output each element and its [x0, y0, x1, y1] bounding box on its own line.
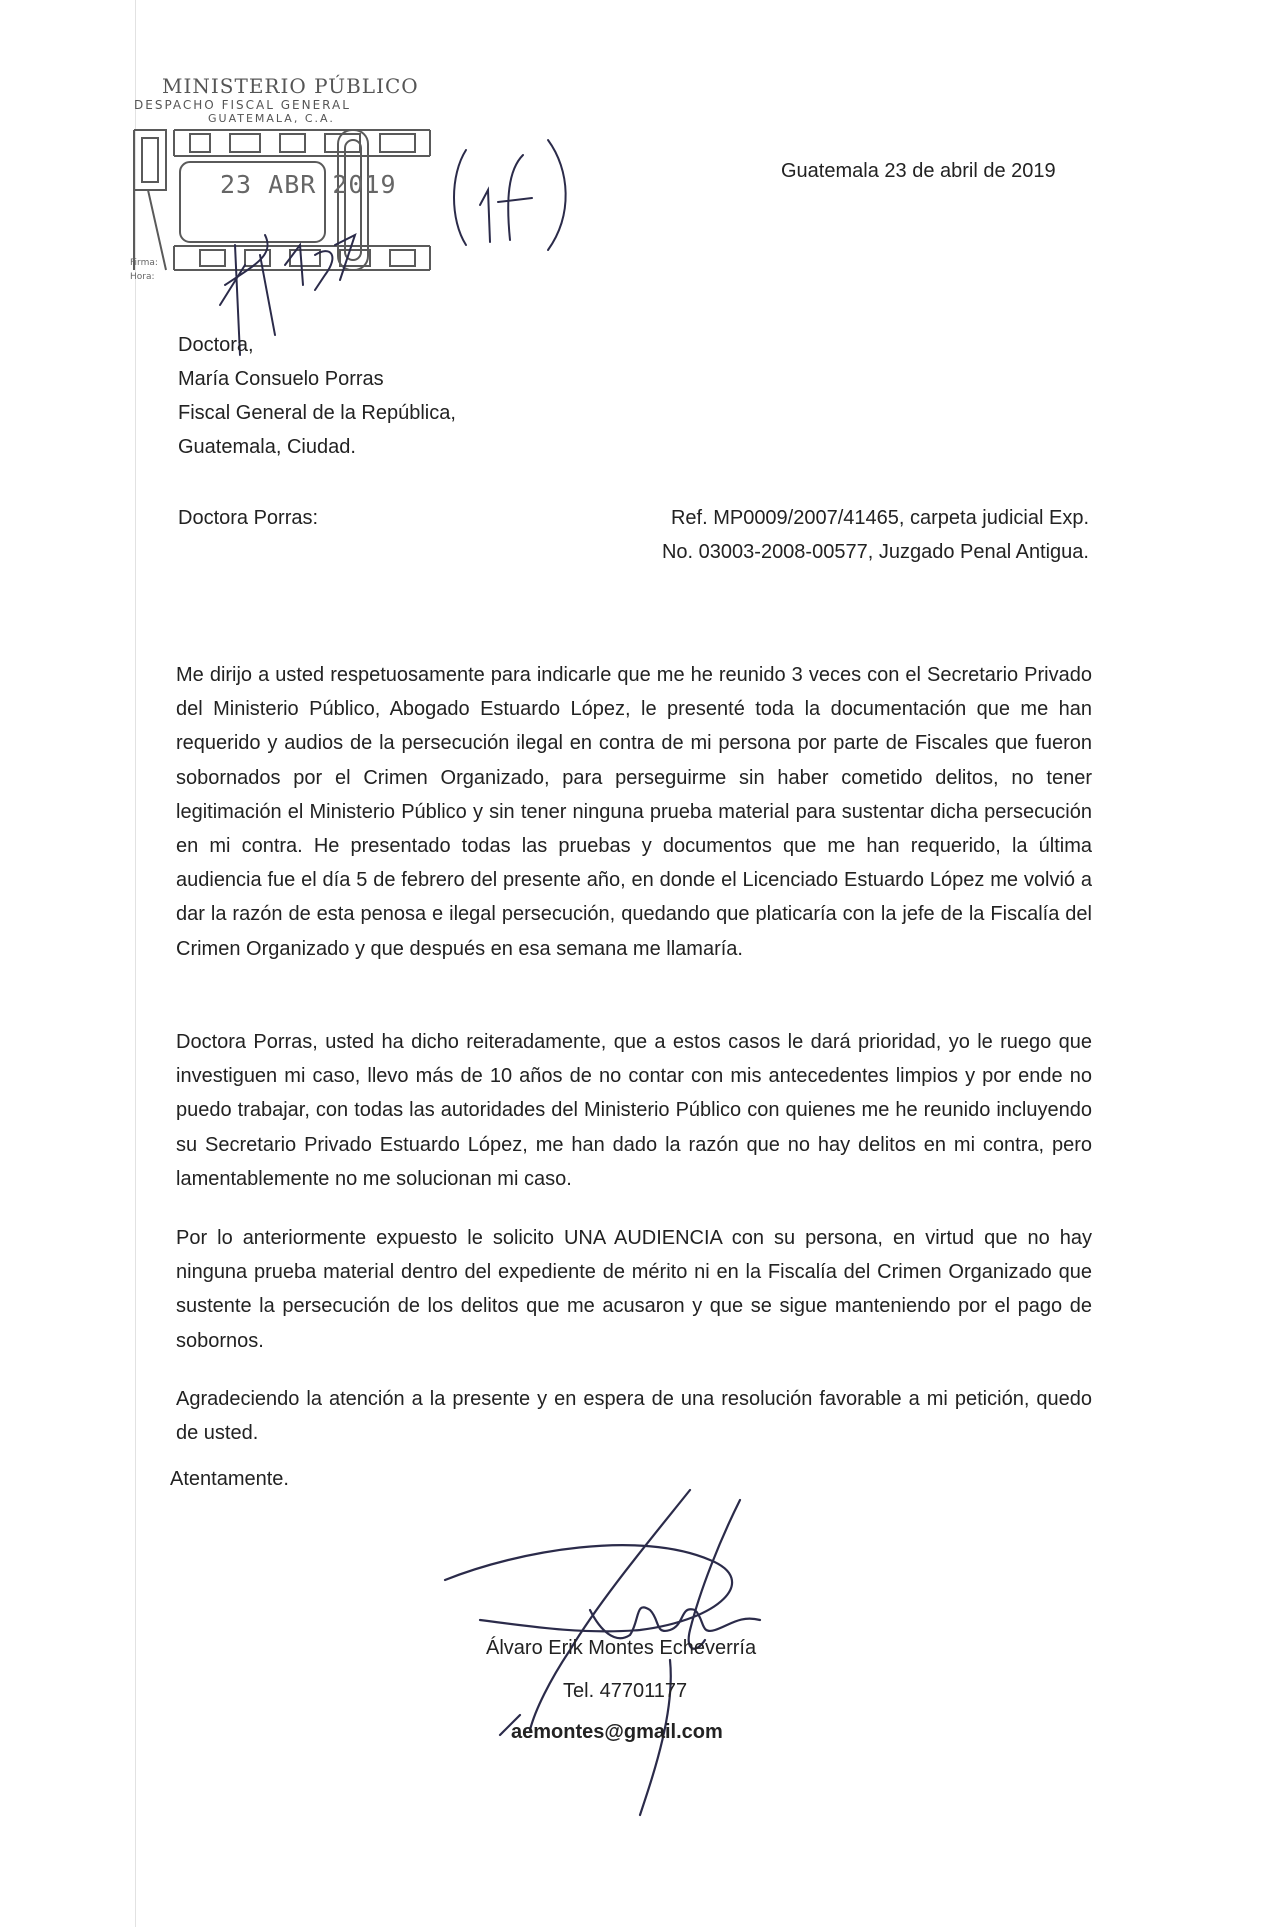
body-paragraph-3: Por lo anteriormente expuesto le solicito UNA AUDIENCIA con su persona, en virtud que no hay ninguna prueba material dentro del expediente de mérito ni en la Fiscalía del Crimen Organizado que sustente la persecución de los delitos que me acusaron y que se sigue manteniendo por el pago de sobornos. [176, 1227, 1092, 1352]
recipient-city: Guatemala, Ciudad. [178, 436, 356, 458]
handwritten-annotation [448, 130, 578, 260]
body-paragraph-4: Agradeciendo la atención a la presente y en espera de una resolución favorable a mi petición, quedo de usted. [176, 1388, 1092, 1445]
body-paragraph-2: Doctora Porras, usted ha dicho reiteradamente, que a estos casos le dará prioridad, yo le ruego que investiguen mi caso, llevo más de 10 años de no contar con mis antecedentes limpios y por ende no puedo trabajar, con todas las autoridades del Ministerio Público con quienes me he reunido incluyendo su Secretario Privado Estuardo López, me han dado la razón que no hay delitos en mi contra, pero lamentablemente no me solucionan mi caso. [176, 1031, 1092, 1190]
signer-name: Álvaro Erik Montes Echeverría [486, 1637, 757, 1659]
letter-date: Guatemala 23 de abril de 2019 [781, 160, 1056, 182]
signer-phone: Tel. 47701177 [563, 1680, 688, 1702]
closing: Atentamente. [170, 1468, 289, 1490]
reference-line-2: No. 03003-2008-00577, Juzgado Penal Antigua. [661, 541, 1089, 563]
recipient-name: María Consuelo Porras [178, 368, 384, 390]
stamp-date: 23 ABR 2019 [220, 170, 397, 199]
stamp-ministry: MINISTERIO PÚBLICO [162, 74, 419, 98]
stamp-office: DESPACHO FISCAL GENERAL [134, 98, 351, 112]
recipient-title: Doctora, [178, 334, 254, 356]
signer-email: aemontes@gmail.com [511, 1721, 723, 1743]
recipient-position: Fiscal General de la República, [178, 402, 456, 424]
salutation: Doctora Porras: [178, 507, 319, 529]
stamp-city: GUATEMALA, C.A. [208, 112, 335, 125]
stamp-firma-label: Firma: [130, 258, 158, 268]
stamp-hora-label: Hora: [130, 272, 155, 282]
reference-line-1: Ref. MP0009/2007/41465, carpeta judicial Exp. [670, 507, 1089, 529]
body-paragraph-1: Me dirijo a usted respetuosamente para indicarle que me he reunido 3 veces con el Secretario Privado del Ministerio Público, Abogado Estuardo López, le presenté toda la documentación que me han requerido y audios de la persecución ilegal en contra de mi persona por parte de Fiscales que fueron sobornados por el Crimen Organizado, para perseguirme sin haber cometido delitos, no tener legitimación el Ministerio Público y sin tener ninguna prueba material para sustentar dicha persecución en mi contra. He presentado todas las pruebas y documentos que me han requerido, la última audiencia fue el día 5 de febrero del presente año, en donde el Licenciado Estuardo López me volvió a dar la razón de esta penosa e ilegal persecución, quedando que platicaría con la jefe de la Fiscalía del Crimen Organizado y que después en esa semana me llamaría. [176, 664, 1092, 960]
